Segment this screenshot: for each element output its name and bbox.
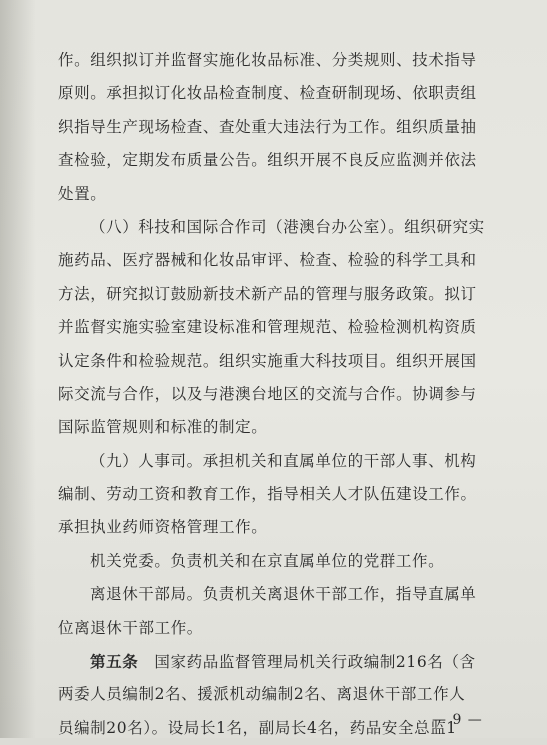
article-five-label: 第五条 xyxy=(90,652,139,672)
body-text xyxy=(58,44,508,745)
text-line: 编制、劳动工资和教育工作，指导相关人才队伍建设工作。 xyxy=(58,485,477,504)
page-number: — 9 — xyxy=(432,712,483,728)
text-line: 处置。 xyxy=(58,184,107,203)
text-line: 作。组织拟订并监督实施化妆品标准、分类规则、技术指导 xyxy=(58,51,477,69)
text-line: 员编制20名）。设局长1名，副局长4名，药品安全总监1 xyxy=(58,718,457,737)
text-line: 织指导生产现场检查、查处重大违法行为工作。组织质量抽 xyxy=(58,117,477,136)
text-line: 际交流与合作，以及与港澳台地区的交流与合作。协调参与 xyxy=(58,384,477,403)
page-shadow xyxy=(0,0,36,738)
text-line: 原则。承担拟订化妆品检查制度、检查研制现场、依职责组 xyxy=(58,84,477,103)
article-five-line xyxy=(58,645,508,678)
article-five-text: 国家药品监督管理局机关行政编制216名（含 xyxy=(138,653,476,672)
text-line: 查检验，定期发布质量公告。组织开展不良反应监测并依法 xyxy=(58,151,477,170)
text-line: 方法，研究拟订鼓励新技术新产品的管理与服务政策。拟订 xyxy=(58,284,477,303)
text-line: 施药品、医疗器械和化妆品审评、检查、检验的科学工具和 xyxy=(58,251,477,270)
section-heading-9: （九）人事司。承担机关和直属单位的干部人事、机构 xyxy=(90,451,477,470)
text-line: 并监督实施实验室建设标准和管理规范、检验检测机构资质 xyxy=(58,318,477,337)
party-committee-line: 机关党委。负责机关和在京直属单位的党群工作。 xyxy=(90,551,445,570)
text-line: 承担执业药师资格管理工作。 xyxy=(58,518,268,537)
text-line: 位离退休干部工作。 xyxy=(58,618,203,637)
retired-cadre-line: 离退休干部局。负责机关离退休干部工作，指导直属单 xyxy=(90,585,477,604)
section-heading-8: （八）科技和国际合作司（港澳台办公室）。组织研究实 xyxy=(90,217,485,236)
text-line: 两委人员编制2名、援派机动编制2名、离退休干部工作人 xyxy=(58,685,466,704)
text-line: 认定条件和检验规范。组织实施重大科技项目。组织开展国 xyxy=(58,351,477,370)
text-line: 国际监管规则和标准的制定。 xyxy=(58,418,268,437)
